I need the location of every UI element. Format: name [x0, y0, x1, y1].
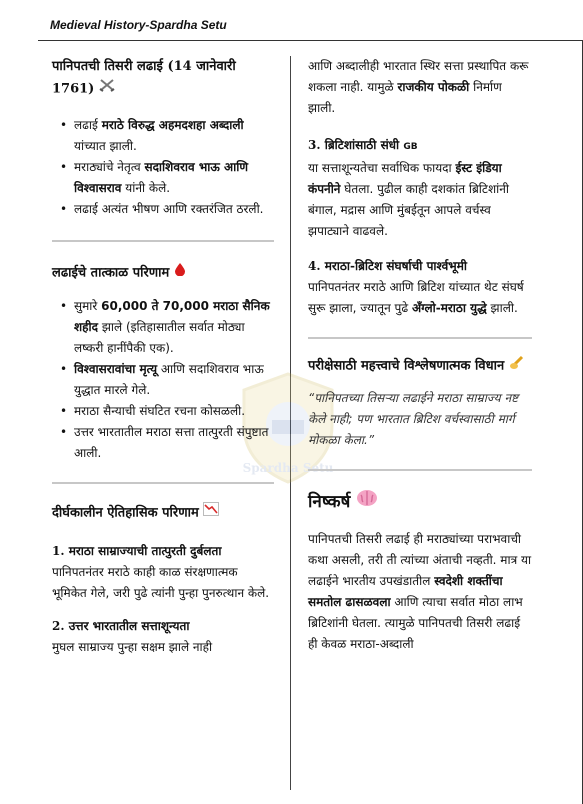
subheading: 2. उत्तर भारतातील सत्ताशून्यता [52, 618, 190, 633]
subheading: 1. मराठा साम्राज्याची तात्पुरती दुर्बलता [52, 543, 222, 558]
section-title: दीर्घकालीन ऐतिहासिक परिणाम [52, 505, 199, 521]
left-column [52, 56, 274, 658]
section-heading [52, 262, 274, 285]
brain-icon [356, 489, 378, 515]
section-divider [52, 240, 274, 242]
header-rule [38, 40, 583, 41]
list-item: • सुमारे 60,000 ते 70,000 मराठा सैनिक शहीद झाले (इतिहासातील सर्वात मोठ्या लष्करी हानींपैकी एक). [74, 296, 274, 359]
subheading: 3. ब्रिटिशांसाठी संधी GB [308, 138, 418, 152]
paragraph: पानिपतची तिसरी लढाई ही मराठ्यांच्या पराभवाची कथा असली, तरी ती त्यांच्या अंताची नव्हती. मात्र या लढाईने भारतीय उपखंडातील स्वदेशी शक्तींचा समतोल ढासळवला आणि त्याचा सर्वात मोठा लाभ ब्रिटिशांनी घेतला. त्यामुळे पानिपतची तिसरी लढाई ही केवळ मराठा-अब्दाली [308, 531, 532, 651]
crossed-swords-icon [99, 78, 115, 100]
section-title: निष्कर्ष [308, 491, 351, 512]
section-divider [308, 469, 532, 471]
subheading: 4. मराठा-ब्रिटिश संघर्षाची पार्श्वभूमी [308, 259, 467, 273]
list-item: • लढाई मराठे विरुद्ध अहमदशहा अब्दाली यांच्यात झाली. [74, 115, 274, 157]
section-title: लढाईचे तात्काळ परिणाम [52, 265, 170, 280]
section-heading [52, 56, 274, 101]
section-heading [52, 502, 274, 525]
section-title: पानिपतची तिसरी लढाई (14 जानेवारी 1761) [52, 59, 236, 97]
list-item: • मराठा सैन्याची संघटित रचना कोसळली. [74, 401, 274, 422]
chart-down-icon [203, 502, 219, 524]
section-long-term-results [52, 502, 274, 658]
paragraph: या सत्ताशून्यतेचा सर्वाधिक फायदा ईस्ट इंडिया कंपनीने घेतला. पुढील काही दशकांत ब्रिटिशांनी बंगाल, मद्रास आणि मुंबईतून आपले वर्चस्व झपाट्याने वाढवले. [308, 161, 510, 238]
watermark-text: Spardha Setu [242, 461, 334, 475]
list-item: • मराठ्यांचे नेतृत्व सदाशिवराव भाऊ आणि विश्वासराव यांनी केले. [74, 157, 274, 199]
writing-hand-icon [509, 355, 525, 377]
section-title: परीक्षेसाठी महत्त्वाचे विश्लेषणात्मक विधान [308, 358, 505, 374]
quote-text: “पानिपतच्या तिसऱ्या लढाईने मराठा साम्राज्य नष्ट केले नाही; पण भारतात ब्रिटिश वर्चस्वासाठी मार्ग मोकळा केला.” [308, 390, 519, 447]
section-divider [308, 337, 532, 339]
running-header: Medieval History-Spardha Setu [50, 18, 227, 32]
right-column [308, 56, 532, 655]
list-item: • उत्तर भारतातील मराठा सत्ता तात्पुरती संपुष्टात आली. [74, 422, 274, 464]
section-immediate-results [52, 262, 274, 465]
blood-drop-icon [174, 262, 186, 284]
conclusion-heading [308, 489, 532, 515]
paragraph: पानिपतनंतर मराठे आणि ब्रिटिश यांच्यात थेट संघर्ष सुरू झाला, ज्यातून पुढे अँग्लो-मराठा युद्धे झाली. [308, 280, 524, 315]
list-item: • विश्वासरावांचा मृत्यू आणि सदाशिवराव भाऊ युद्धात मारले गेले. [74, 359, 274, 401]
gb-flag-label: GB [403, 142, 418, 152]
bullet-list [52, 115, 274, 220]
section-divider [52, 482, 274, 484]
bullet-list [52, 296, 274, 464]
list-item: • लढाई अत्यंत भीषण आणि रक्तरंजित ठरली. [74, 199, 274, 220]
section-heading [308, 355, 532, 378]
section-panipat-battle [52, 56, 274, 220]
paragraph: मुघल साम्राज्य पुन्हा सक्षम झाले नाही [52, 639, 213, 654]
paragraph: आणि अब्दालीही भारतात स्थिर सत्ता प्रस्थापित करू शकला नाही. यामुळे राजकीय पोकळी निर्माण झाली. [308, 59, 529, 115]
paragraph: पानिपतनंतर मराठे काही काळ संरक्षणात्मक भूमिकेत गेले, जरी पुढे त्यांनी पुन्हा पुनरुत्थान केले. [52, 564, 270, 600]
